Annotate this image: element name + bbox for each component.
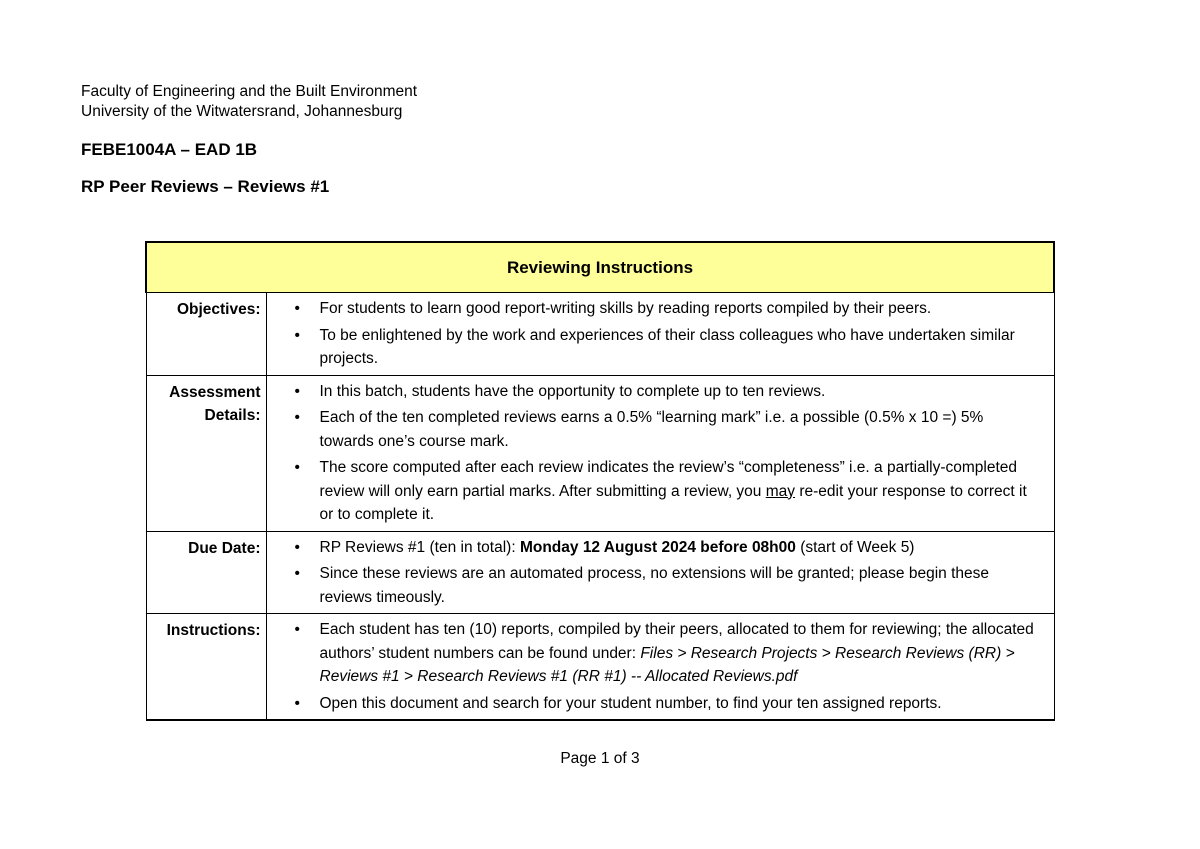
due-date-item: • Since these reviews are an automated process, no extensions will be granted; please begin these reviews timeously.: [295, 562, 1042, 609]
objectives-item: • To be enlightened by the work and experiences of their class colleagues who have undertaken similar projects.: [295, 324, 1042, 371]
faculty-header: [81, 82, 417, 122]
assessment-item: • In this batch, students have the opportunity to complete up to ten reviews.: [295, 380, 1042, 404]
assessment-label-line1: Assessment: [169, 383, 261, 401]
due-date-item: [295, 536, 1042, 560]
file-path: Files > Research Projects > Research Reviews (RR) > Reviews #1 > Research Reviews #1 (RR #1) -- Allocated Reviews.pdf: [319, 644, 1015, 685]
instructions-item: [295, 618, 1042, 689]
due-date-row: [146, 531, 1054, 614]
assessment-item: • Each of the ten completed reviews earns a 0.5% “learning mark” i.e. a possible (0.5% x 10 =) 5% towards one’s course mark.: [295, 406, 1042, 453]
due-date-value: Monday 12 August 2024 before 08h00: [519, 538, 796, 556]
instructions-row: [146, 614, 1054, 721]
due-date-suffix: (start of Week 5): [795, 538, 915, 556]
objectives-item: • For students to learn good report-writing skills by reading reports compiled by their peers.: [295, 297, 1042, 321]
university-name: University of the Witwatersrand, Johannesburg: [81, 103, 403, 120]
instructions-content: [266, 614, 1054, 721]
due-date-content: [266, 531, 1054, 614]
objectives-row: [146, 293, 1054, 376]
table-title: Reviewing Instructions: [146, 242, 1054, 293]
course-code: FEBE1004A – EAD 1B: [81, 140, 258, 159]
instructions-table: [145, 241, 1055, 721]
emphasis-may: may: [765, 482, 796, 500]
assessment-content: [266, 375, 1054, 531]
assessment-item3-text: The score computed after each review indicates the review’s “completeness” i.e. a partially-completed review will only earn partial marks. After submitting a review, you: [319, 459, 1018, 500]
document-subtitle: RP Peer Reviews – Reviews #1: [81, 177, 330, 196]
objectives-label: Objectives:: [146, 293, 266, 376]
assessment-item: [295, 456, 1042, 527]
due-date-label: Due Date:: [146, 531, 266, 614]
table-header-row: [146, 242, 1054, 293]
instructions-label: Instructions:: [146, 614, 266, 721]
assessment-item3-text-end: re-edit your response to correct it or to complete it.: [319, 482, 1027, 523]
instructions-item: • Open this document and search for your student number, to find your ten assigned reports.: [295, 692, 1042, 716]
page-number: Page 1 of 3: [560, 750, 640, 767]
faculty-name: Faculty of Engineering and the Built Environment: [81, 83, 418, 100]
assessment-label: [146, 375, 266, 531]
due-date-prefix: RP Reviews #1 (ten in total):: [319, 538, 520, 556]
assessment-row: [146, 375, 1054, 531]
objectives-content: [266, 293, 1054, 376]
assessment-label-line2: Details:: [204, 406, 261, 424]
instructions-item1-text: Each student has ten (10) reports, compiled by their peers, allocated to them for reviewing; the allocated authors’ student numbers can be found under:: [319, 621, 1034, 662]
